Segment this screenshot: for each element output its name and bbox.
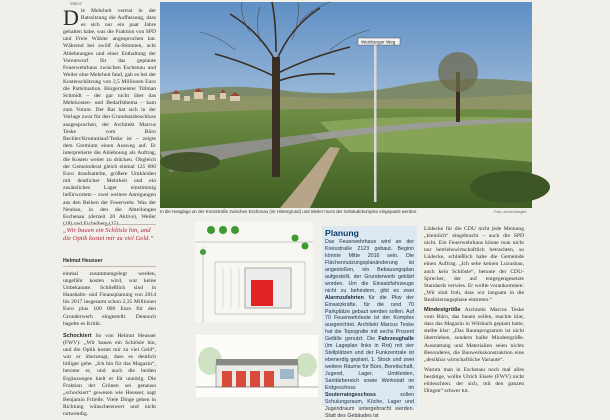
site-plan-drawing: [195, 222, 313, 322]
right-body-part2: [424, 307, 524, 364]
lead-label-schockiert: Schockiert: [63, 333, 92, 339]
info-box-bold-c: Souterraingeschoss: [325, 391, 376, 398]
landscape-photo-illustration: [160, 2, 532, 208]
article-photo: [160, 2, 532, 208]
info-box-text-b: für die Pkw der Einsatzkräfte, für die rund 70 Parkplätze gebaut werden sollen. Auf 70 Feuerwehrleute ist der Komplex ausgerichtet. Architekt Marcus Teske hat die Topografie mit sechs Prozent Gefälle genutzt. Die: [325, 294, 414, 343]
article-body-part2: einmal zusammengelegt werden, ungefähr kosten wird, war keine Unbekannte. Schließlich sind in Haushalts- und Finanzplanung von 2014 bis 2017 insgesamt schon 2,35 Millionen Euro plus 100 000 Euro für den Grunderwerb eingestellt. Dennoch hagelte es Kritik.: [63, 271, 156, 327]
article-left-column: [63, 5, 156, 227]
drop-cap: D: [63, 5, 79, 30]
info-box-bold-b: Fahrzeughalle: [378, 336, 414, 343]
article-body-part3: [63, 333, 156, 418]
info-box-text-a: Das Feuerwehrhaus wird an der Kreisstraße 2123 gebaut. Beginn könnte Mitte 2016 sein. Die Flächennutzungsplanänderung ist angestoßen, ein Bebauungsplan aufgestellt, der Grunderwerb geklärt worden. Um die Einsatzfahrzeuge nicht zu behindern, gibt es zwei: [325, 239, 414, 294]
page-header: Mainz: [70, 1, 83, 6]
street-sign-text: Weinberger Weg: [361, 39, 396, 45]
info-box-heading: Planung: [325, 228, 359, 238]
info-box-text-d: sollen Schulungsraum, Küche, Lager und Jugendraum untergebracht werden. Statt des Gebäudes ist: [325, 391, 414, 419]
elevation-rendering: [196, 335, 318, 397]
quote-divider-top: [63, 224, 156, 225]
right-body-part3: Warum man in Eschenau noch mal alles bestätige, wollte Ulrich Eisele (FWV) nicht einleuchten: der sich, mit den ganzen Dingen“ schwer tut.: [424, 366, 524, 395]
article-right-column: [424, 226, 524, 407]
planning-info-box: [322, 226, 417, 419]
right-body-part2-text: Architekt Marcus Teske vom Büro, das bauen sollen, machte klar, dass das Magazin in Wilsbach geplant hatte, stellte klar: „Das Raumprogramm ist nicht übertrieben, sondern halbe Mindestgröße. Ausstattung und Materialien seien nichts Besonderes, die Bauwerkskonstruktion eine „desikbar wirtschaftliche Variante“.: [424, 307, 524, 363]
building-elevation-drawing: [196, 335, 318, 397]
photo-caption: In die Hanglage an der Kreisstraße zwischen Eschenau (im Hintergrund) und Weiler muss der Gebäudekomplex eingepasst werden.: [160, 209, 418, 214]
lead-label-mindestgroesse: Mindestgröße: [424, 307, 461, 314]
site-plan: [195, 222, 313, 322]
pull-quote-author: Helmut Heusser: [63, 258, 103, 264]
article-left-column-continued: [63, 271, 156, 331]
article-left-column-bottom: [63, 333, 156, 418]
info-box-bold-a: Alarmzufahrten: [325, 294, 364, 301]
info-box-text: [325, 239, 414, 420]
quote-divider-bottom: [63, 266, 156, 267]
article-body-part1: ie Mehrheit vertrat in der Ratssitzung die Auffassung, dass es sich nur ein paar Jahre gehalten habe, was die Fraktion von SPD und Freie Wähler angesprochen hat. Während bei zwölf Ja-Stimmen, acht Ablehnungen und einer Enthaltung der Vorentwurf für das geplante Feuerwehrhaus zwischen Eschenau und Weiler eine Mehrheit fand, gab es bei der Kostenschätzung von 2,5 Millionen Euro die Pattsituation. Bürgermeister Tillman Schmidt – der gar nicht über das Mehrkosten- und Bedarfsthema – kam zum Votum. Der Rat hat sich in der Vorlage zwar für den Grundsatzbeschluss ausgesprochen, der Architekt Marcus Teske vom Büro Bechler/Krummlauf/Teske ist – zeigte dem Gremium einen Ausweg auf. Er interpretierte die Ablehnung als Auftrag, die Kosten weiter zu drücken. Obgleich der Gemeinderat gleich einmal 125 000 Euro draufsattelte, größere Umkleiden mit deutlicher Mehrheit und ein zusätzliches Lager einstimmig befürwortete – zwei weitere Anregungen aus den Reihen der Feuerwehr. Was der Neubau, in den die Abteilungen Eschenau (derzeit 20 Aktive), Weiler (18) und Eichelberg (15): [63, 8, 156, 227]
article-body-part3-text: So von Helmut Heusser (FWV): „Wir bauen ein Schlösle hin, und die Optik kostet mir zu viel Geld“, war er überzeugt, dass es deutlich billiger gehe. „Ich bin für das Magazin“, betonte er, und auch die beiden Ergänzungen hielt er für unnötig. Die Fraktion der Grünen sei genauso „schockiert“ gewesen wie Heusser, sagt Benjamin Fritelle. Viele Dinge gehen in Richtung wünschenswert und nicht notwendig.: [63, 333, 156, 418]
photo-credit: Foto: Archiv/Magler: [494, 210, 527, 214]
right-body-part1: Lüdecke für die CDU nicht jede Meinung „kleinlich“ eingebracht – auch die SPD nicht. Ein Feuerwehrhaus könne man nicht nur betriebswirtschaftlich betrachten, so Lüdecke, schließlich habe die Gemeinde einen Auftrag. „Ich sehe keinen Luxusbau, auch kein Schlösle“, betonte der CDU-Sprecher, der auf entgegengesetzte Standards verwies. Er wollte vorankommen: „Wir sind froh, dass wir langsam in die Realisierungsphase eintreten.“: [424, 226, 524, 303]
pull-quote: „Wir bauen ein Schlösle hin, und die Optik kostet mir zu viel Geld.“: [63, 227, 154, 243]
info-box-text-c: (im Lageplan links in Rot) mit vier Stellplätzen und der Funkzentrale ist ebenerdig geplant, 1. Stock und zwei weitere Räume für Büro, Bereitschaft, Jugend, Lager, Umkleiden, Sanitärbereich sowie Werkstatt im Erdgeschoss im: [325, 343, 414, 392]
